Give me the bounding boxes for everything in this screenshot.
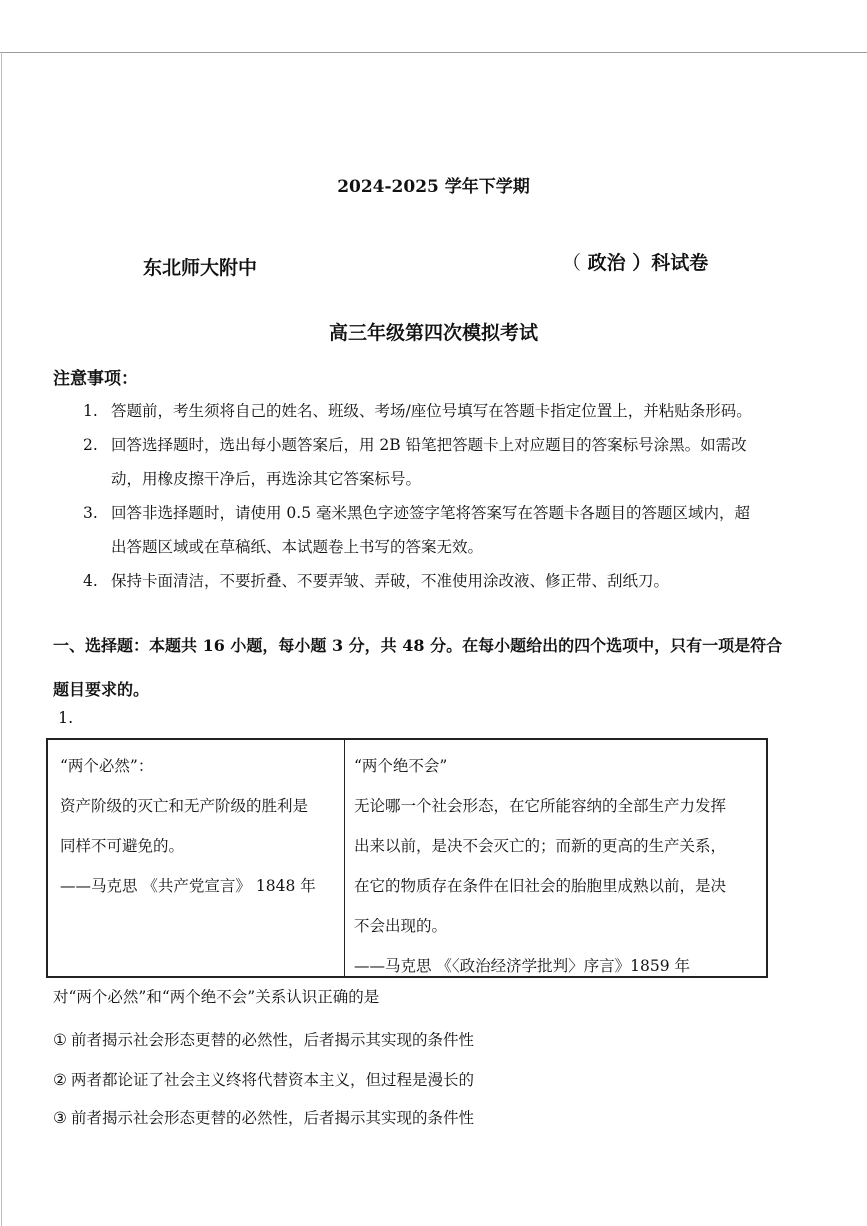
notice-item-text: 回答选择题时，选出每小题答案后，用 2B 铅笔把答题卡上对应题目的答案标号涂黑。如需改: [111, 436, 747, 454]
option-text: 两者都论证了社会主义终将代替资本主义，但过程是漫长的: [71, 1071, 475, 1089]
quote-line: 同样不可避免的。: [60, 837, 185, 855]
section-heading-line: 一、选择题：本题共 16 小题，每小题 3 分，共 48 分。在每小题给出的四个选项中，只有一项是符合: [53, 636, 783, 655]
notice-item-text-continued: 出答题区域或在草稿纸、本试题卷上书写的答案无效。: [111, 538, 484, 556]
quote-line: 资产阶级的灭亡和无产阶级的胜利是: [60, 797, 309, 815]
notice-item-number: 4.: [83, 572, 98, 590]
notice-item-text: 答题前，考生须将自己的姓名、班级、考场/座位号填写在答题卡指定位置上，并粘贴条形码。: [111, 402, 752, 420]
question-number: 1.: [58, 708, 74, 727]
school-name: 东北师大附中: [143, 257, 258, 279]
notice-item-text-continued: 动，用橡皮擦干净后，再选涂其它答案标号。: [111, 470, 422, 488]
notice-item-text: 保持卡面清洁，不要折叠、不要弄皱、弄破，不准使用涂改液、修正带、刮纸刀。: [111, 572, 670, 590]
notice-title: 注意事项：: [53, 369, 138, 389]
notice-item-number: 1.: [83, 402, 98, 420]
quote-title: “两个必然”：: [60, 757, 154, 775]
section-heading: [53, 624, 833, 712]
section-heading-line: 题目要求的。: [53, 680, 150, 699]
quote-source: ——马克思 《〈政治经济学批判〉序言》1859 年: [354, 957, 691, 975]
quote-left-cell: [60, 746, 342, 906]
page-top-border: [0, 52, 867, 53]
quote-source: ——马克思 《共产党宣言》 1848 年: [60, 877, 316, 895]
subject-label: [562, 248, 708, 275]
answer-option: [53, 1106, 474, 1128]
notice-item-number: 3.: [83, 504, 98, 522]
exam-title: 高三年级第四次模拟考试: [328, 322, 538, 344]
subject-open-paren: （: [562, 252, 582, 274]
option-text: 前者揭示社会形态更替的必然性，后者揭示其实现的条件性: [71, 1031, 475, 1049]
answer-option: [53, 1068, 474, 1090]
table-divider: [344, 740, 345, 976]
notice-item-text: 回答非选择题时，请使用 0.5 毫米黑色字迹签字笔将答案写在答题卡各题目的答题区域内，超: [111, 504, 751, 522]
page-left-border: [1, 52, 2, 1226]
notice-item-number: 2.: [83, 436, 98, 454]
answer-option: [53, 1028, 474, 1050]
quote-title: “两个绝不会”: [354, 757, 448, 775]
question-stem: 对“两个必然”和“两个绝不会”关系认识正确的是: [53, 988, 380, 1006]
option-mark: ①: [53, 1031, 67, 1049]
subject-suffix: 科试卷: [651, 252, 709, 274]
quote-line: 出来以前，是决不会灭亡的；而新的更高的生产关系，: [354, 837, 727, 855]
option-mark: ②: [53, 1071, 67, 1089]
quote-line: 不会出现的。: [354, 917, 448, 935]
option-mark: ③: [53, 1109, 67, 1127]
quote-table: [46, 738, 768, 978]
option-text: 前者揭示社会形态更替的必然性，后者揭示其实现的条件性: [71, 1109, 475, 1127]
term-heading: 2024-2025 学年下学期: [337, 177, 530, 197]
quote-line: 在它的物质存在条件在旧社会的胎胞里成熟以前，是决: [354, 877, 727, 895]
quote-line: 无论哪一个社会形态，在它所能容纳的全部生产力发挥: [354, 797, 727, 815]
subject-name: 政治: [581, 252, 633, 274]
quote-right-cell: [354, 746, 764, 986]
subject-close-paren: ）: [632, 252, 652, 274]
